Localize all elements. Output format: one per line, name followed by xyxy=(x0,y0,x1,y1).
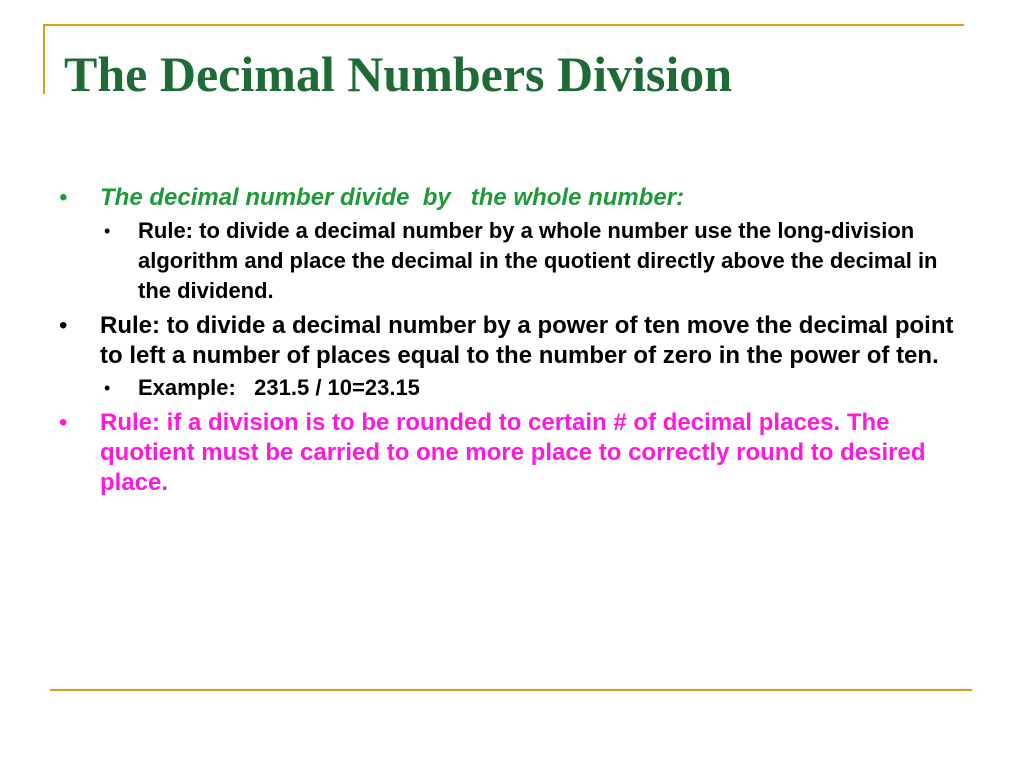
bottom-accent-line xyxy=(50,689,972,691)
left-accent-line xyxy=(43,24,45,94)
bullet-dot: • xyxy=(59,312,68,339)
sub-bullet-long-division-rule xyxy=(0,216,968,306)
bullet-text: Rule: to divide a decimal number by a power of ten move the decimal point to left a number of places equal to the number of zero in the power of ten. xyxy=(100,312,954,369)
sub-bullet-example xyxy=(0,373,968,403)
bullet-text: Rule: to divide a decimal number by a whole number use the long-division algorithm and place the decimal in the quotient directly above the decimal in the dividend. xyxy=(138,218,938,303)
bullet-dot: • xyxy=(104,221,111,241)
bullet-dot: • xyxy=(59,409,68,436)
bullet-text: Example: 231.5 / 10=23.15 xyxy=(138,375,420,400)
bullet-dot: • xyxy=(104,378,111,398)
bullet-decimal-by-whole xyxy=(0,183,970,213)
slide-body xyxy=(0,183,1000,498)
bullet-power-of-ten-rule xyxy=(0,311,970,371)
bullet-rounding-rule xyxy=(0,408,970,498)
bullet-dot: • xyxy=(59,184,68,211)
bullet-text: Rule: if a division is to be rounded to certain # of decimal places. The quotient must be carried to one more place to correctly round to desired place. xyxy=(100,409,926,496)
bullet-text: The decimal number divide by the whole number: xyxy=(100,184,685,211)
slide-title: The Decimal Numbers Division xyxy=(64,46,733,102)
top-accent-line xyxy=(43,24,964,26)
